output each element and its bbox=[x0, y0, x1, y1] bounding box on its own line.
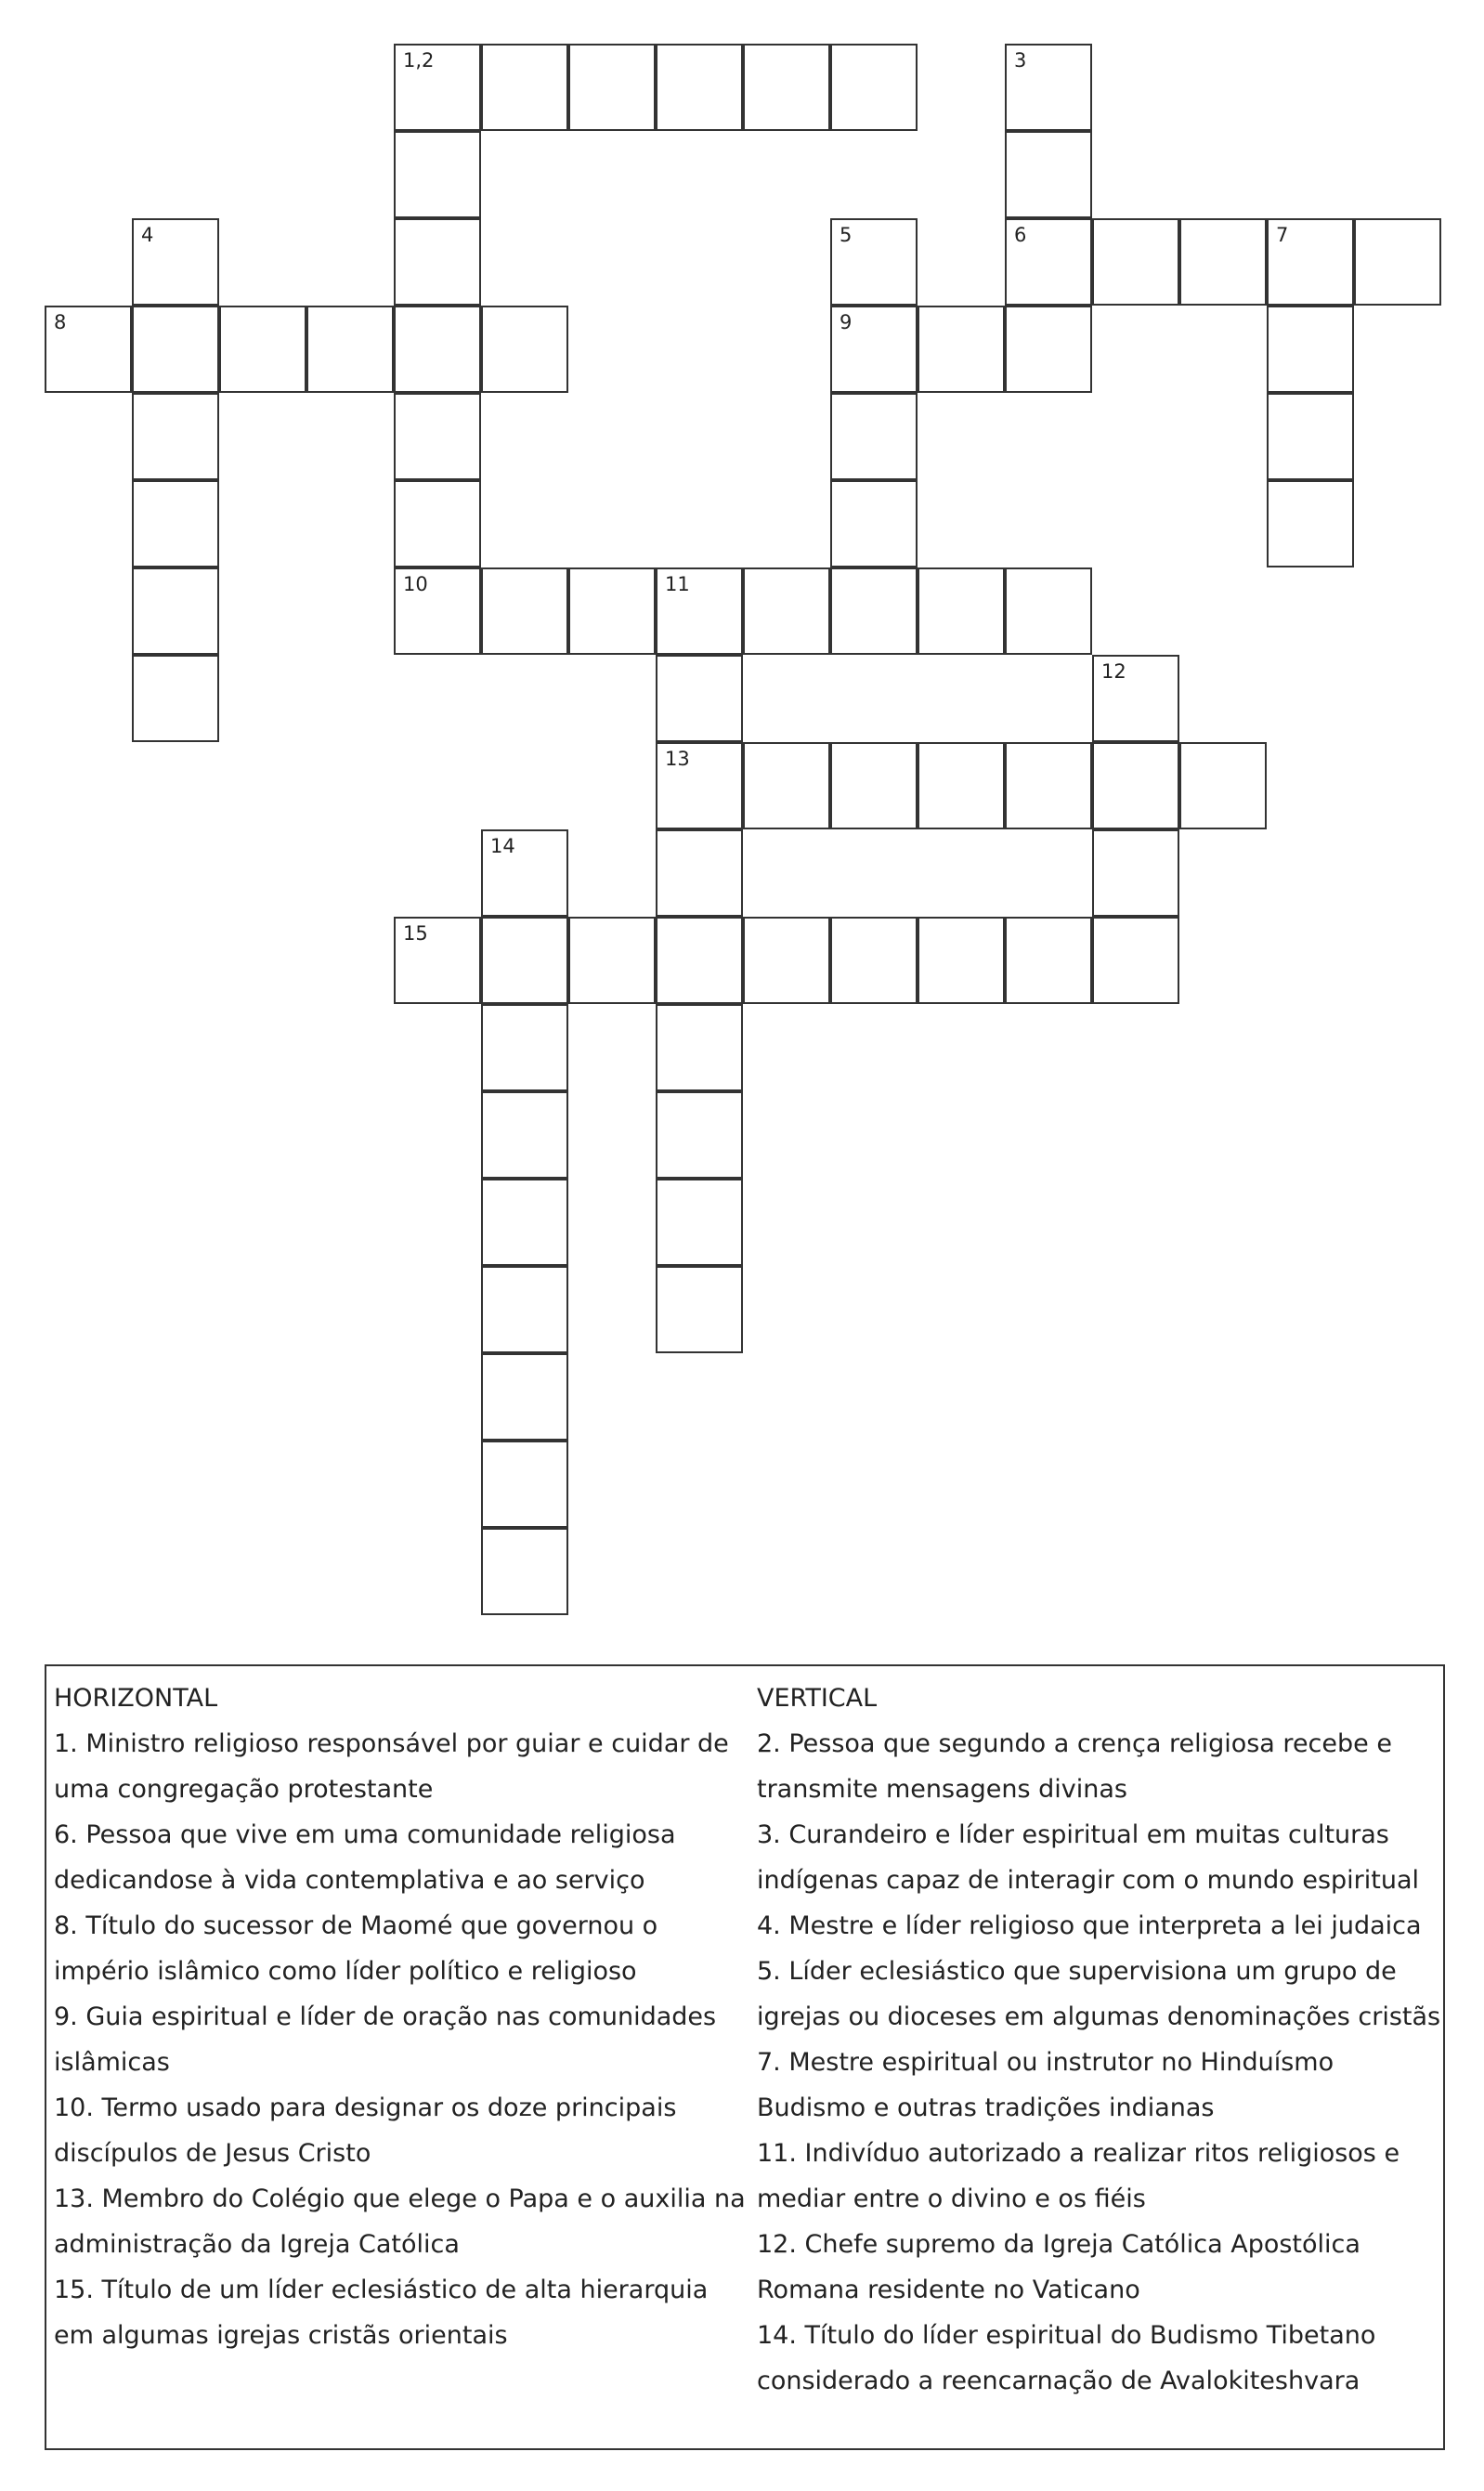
crossword-cell[interactable] bbox=[481, 1441, 568, 1528]
clue-line: 5. Líder eclesiástico que supervisiona um grupo de bbox=[757, 1957, 1397, 1986]
clue-line: 4. Mestre e líder religioso que interpreta a lei judaica bbox=[757, 1911, 1422, 1940]
clue-line: transmite mensagens divinas bbox=[757, 1775, 1127, 1804]
clue-number: 1,2 bbox=[403, 49, 435, 72]
crossword-cell[interactable] bbox=[481, 917, 568, 1004]
crossword-cell[interactable] bbox=[656, 567, 743, 655]
clue-line: Romana residente no Vaticano bbox=[757, 2276, 1140, 2304]
crossword-cell[interactable] bbox=[394, 393, 481, 480]
crossword-cell[interactable] bbox=[1179, 742, 1267, 829]
crossword-cell[interactable] bbox=[481, 1266, 568, 1353]
crossword-cell[interactable] bbox=[394, 131, 481, 218]
crossword-cell[interactable] bbox=[481, 829, 568, 917]
clue-line: 2. Pessoa que segundo a crença religiosa recebe e bbox=[757, 1729, 1392, 1758]
crossword-cell[interactable] bbox=[656, 742, 743, 829]
clue-number: 4 bbox=[141, 224, 154, 246]
crossword-cell[interactable] bbox=[656, 1091, 743, 1179]
crossword-cell[interactable] bbox=[1092, 917, 1179, 1004]
crossword-cell[interactable] bbox=[656, 829, 743, 917]
crossword-cell[interactable] bbox=[830, 917, 918, 1004]
crossword-cell[interactable] bbox=[132, 655, 219, 742]
clue-number: 5 bbox=[840, 224, 853, 246]
crossword-cell[interactable] bbox=[481, 1004, 568, 1091]
clue-line: 8. Título do sucessor de Maomé que governou o bbox=[54, 1911, 658, 1940]
clue-number: 7 bbox=[1276, 224, 1289, 246]
clue-line: Budismo e outras tradições indianas bbox=[757, 2093, 1215, 2122]
crossword-cell[interactable] bbox=[918, 306, 1005, 393]
clue-number: 9 bbox=[840, 311, 853, 333]
clue-line: igrejas ou dioceses em algumas denominações cristãs bbox=[757, 2002, 1441, 2031]
crossword-cell[interactable] bbox=[656, 655, 743, 742]
crossword-cell[interactable] bbox=[1267, 218, 1354, 306]
clue-line: 6. Pessoa que vive em uma comunidade religiosa bbox=[54, 1820, 676, 1849]
crossword-cell[interactable] bbox=[481, 1179, 568, 1266]
crossword-cell[interactable] bbox=[1005, 131, 1092, 218]
crossword-cell[interactable] bbox=[1005, 218, 1092, 306]
clue-number: 13 bbox=[665, 748, 690, 770]
clue-line: 12. Chefe supremo da Igreja Católica Apostólica bbox=[757, 2230, 1360, 2259]
crossword-cell[interactable] bbox=[132, 480, 219, 567]
clue-line: 15. Título de um líder eclesiástico de alta hierarquia bbox=[54, 2276, 709, 2304]
crossword-cell[interactable] bbox=[481, 1528, 568, 1615]
crossword-cell[interactable] bbox=[830, 393, 918, 480]
crossword-cell[interactable] bbox=[830, 567, 918, 655]
crossword-cell[interactable] bbox=[306, 306, 394, 393]
clue-line: 9. Guia espiritual e líder de oração nas comunidades bbox=[54, 2002, 717, 2031]
clue-line: 7. Mestre espiritual ou instrutor no Hinduísmo bbox=[757, 2048, 1334, 2077]
crossword-cell[interactable] bbox=[656, 1266, 743, 1353]
clue-number: 3 bbox=[1014, 49, 1027, 72]
clues-panel bbox=[45, 1664, 1445, 2450]
crossword-cell[interactable] bbox=[830, 742, 918, 829]
crossword-cell[interactable] bbox=[481, 44, 568, 131]
crossword-cell[interactable] bbox=[219, 306, 306, 393]
horizontal-heading: HORIZONTAL bbox=[54, 1684, 218, 1713]
vertical-clues bbox=[757, 1676, 1439, 2404]
crossword-cell[interactable] bbox=[568, 567, 656, 655]
crossword-cell[interactable] bbox=[394, 44, 481, 131]
crossword-cell[interactable] bbox=[1005, 306, 1092, 393]
crossword-cell[interactable] bbox=[1005, 567, 1092, 655]
clue-number: 11 bbox=[665, 573, 690, 595]
crossword-cell[interactable] bbox=[568, 44, 656, 131]
crossword-cell[interactable] bbox=[132, 306, 219, 393]
clue-number: 8 bbox=[54, 311, 67, 333]
crossword-cell[interactable] bbox=[1005, 917, 1092, 1004]
clue-number: 12 bbox=[1101, 660, 1126, 683]
crossword-cell[interactable] bbox=[394, 917, 481, 1004]
horizontal-clues bbox=[54, 1676, 752, 2358]
crossword-cell[interactable] bbox=[1267, 306, 1354, 393]
clue-line: discípulos de Jesus Cristo bbox=[54, 2139, 371, 2168]
crossword-cell[interactable] bbox=[918, 917, 1005, 1004]
clue-line: islâmicas bbox=[54, 2048, 170, 2077]
crossword-cell[interactable] bbox=[394, 567, 481, 655]
clue-line: 3. Curandeiro e líder espiritual em muitas culturas bbox=[757, 1820, 1389, 1849]
crossword-cell[interactable] bbox=[918, 567, 1005, 655]
clue-line: 13. Membro do Colégio que elege o Papa e o auxilia na bbox=[54, 2185, 746, 2213]
crossword-cell[interactable] bbox=[394, 306, 481, 393]
clue-line: uma congregação protestante bbox=[54, 1775, 434, 1804]
crossword-cell[interactable] bbox=[481, 306, 568, 393]
clue-number: 10 bbox=[403, 573, 428, 595]
crossword-cell[interactable] bbox=[830, 218, 918, 306]
crossword-cell[interactable] bbox=[481, 1091, 568, 1179]
clue-line: mediar entre o divino e os fiéis bbox=[757, 2185, 1146, 2213]
crossword-cell[interactable] bbox=[743, 44, 830, 131]
crossword-cell[interactable] bbox=[743, 917, 830, 1004]
crossword-cell[interactable] bbox=[132, 567, 219, 655]
crossword-cell[interactable] bbox=[1092, 829, 1179, 917]
clue-number: 14 bbox=[490, 835, 515, 857]
clue-line: em algumas igrejas cristãs orientais bbox=[54, 2321, 508, 2350]
clue-line: 11. Indivíduo autorizado a realizar ritos religiosos e bbox=[757, 2139, 1400, 2168]
crossword-cell[interactable] bbox=[1267, 480, 1354, 567]
crossword-cell[interactable] bbox=[1092, 218, 1179, 306]
clue-line: administração da Igreja Católica bbox=[54, 2230, 460, 2259]
clue-line: 14. Título do líder espiritual do Budismo Tibetano bbox=[757, 2321, 1376, 2350]
crossword-cell[interactable] bbox=[1005, 44, 1092, 131]
clue-line: 10. Termo usado para designar os doze principais bbox=[54, 2093, 677, 2122]
crossword-cell[interactable] bbox=[1179, 218, 1267, 306]
crossword-cell[interactable] bbox=[656, 1179, 743, 1266]
crossword-cell[interactable] bbox=[830, 306, 918, 393]
crossword-cell[interactable] bbox=[656, 44, 743, 131]
clue-line: considerado a reencarnação de Avalokiteshvara bbox=[757, 2367, 1360, 2395]
crossword-cell[interactable] bbox=[1005, 742, 1092, 829]
crossword-cell[interactable] bbox=[1354, 218, 1441, 306]
crossword-cell[interactable] bbox=[1092, 655, 1179, 742]
crossword-cell[interactable] bbox=[394, 480, 481, 567]
clue-line: império islâmico como líder político e religioso bbox=[54, 1957, 637, 1986]
crossword-cell[interactable] bbox=[481, 567, 568, 655]
clue-number: 6 bbox=[1014, 224, 1027, 246]
crossword-cell[interactable] bbox=[656, 917, 743, 1004]
crossword-cell[interactable] bbox=[132, 218, 219, 306]
crossword-cell[interactable] bbox=[830, 480, 918, 567]
crossword-cell[interactable] bbox=[481, 1353, 568, 1441]
crossword-cell[interactable] bbox=[1092, 742, 1179, 829]
crossword-cell[interactable] bbox=[743, 742, 830, 829]
crossword-cell[interactable] bbox=[1267, 393, 1354, 480]
vertical-heading: VERTICAL bbox=[757, 1684, 878, 1713]
crossword-cell[interactable] bbox=[656, 1004, 743, 1091]
crossword-cell[interactable] bbox=[568, 917, 656, 1004]
clue-line: 1. Ministro religioso responsável por guiar e cuidar de bbox=[54, 1729, 729, 1758]
clue-number: 15 bbox=[403, 922, 428, 945]
crossword-cell[interactable] bbox=[830, 44, 918, 131]
clue-line: indígenas capaz de interagir com o mundo espiritual bbox=[757, 1866, 1420, 1895]
clue-line: dedicandose à vida contemplativa e ao serviço bbox=[54, 1866, 645, 1895]
crossword-cell[interactable] bbox=[132, 393, 219, 480]
crossword-cell[interactable] bbox=[743, 567, 830, 655]
crossword-cell[interactable] bbox=[918, 742, 1005, 829]
crossword-cell[interactable] bbox=[394, 218, 481, 306]
crossword-cell[interactable] bbox=[45, 306, 132, 393]
